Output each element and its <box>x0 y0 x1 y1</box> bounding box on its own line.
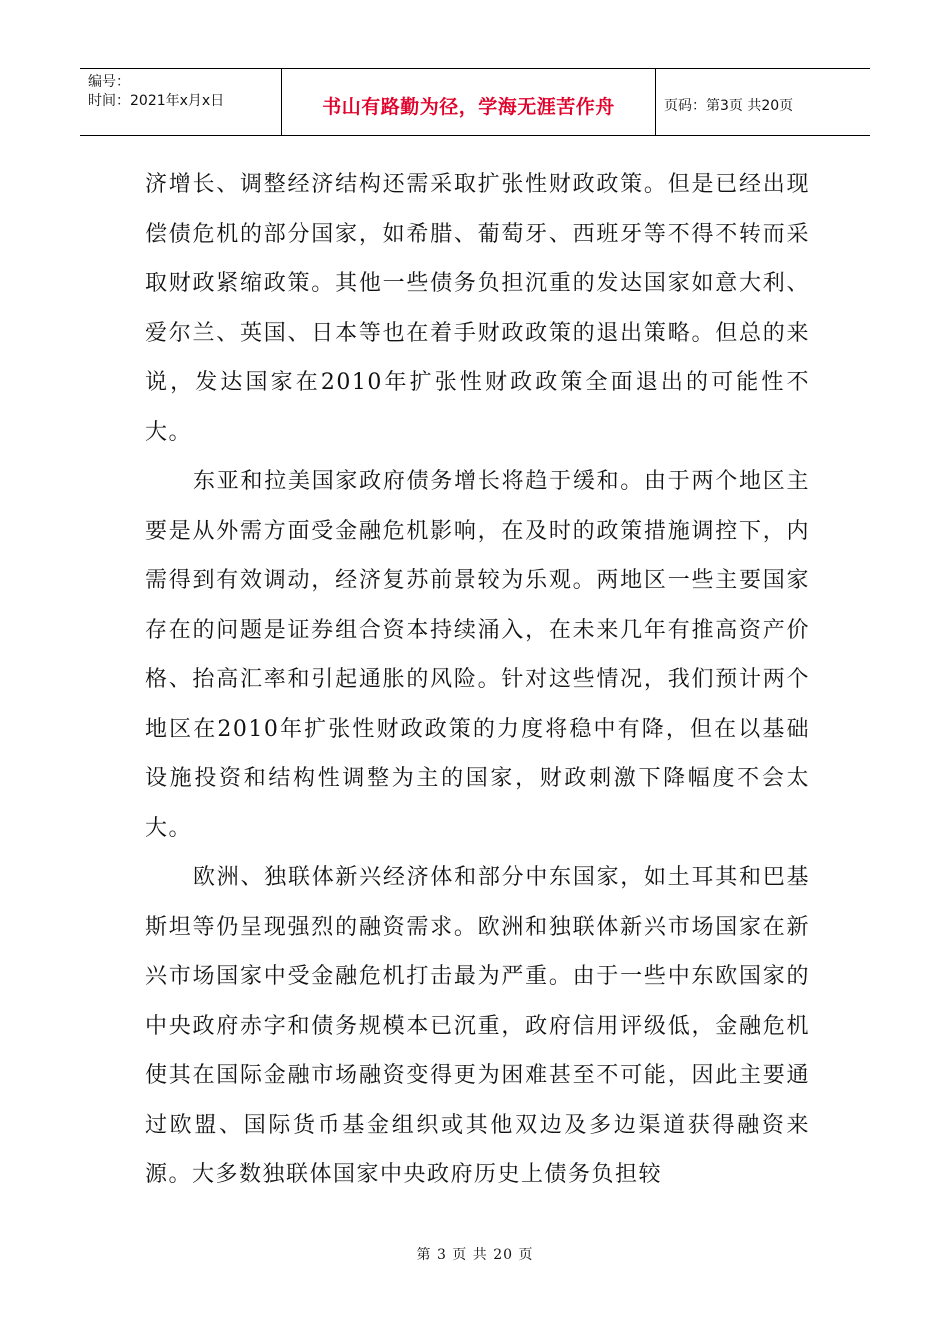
time-label: 时间：2021年x月x日 <box>88 93 225 109</box>
header-meta <box>80 69 282 135</box>
paragraph-3: 欧洲、独联体新兴经济体和部分中东国家，如土耳其和巴基斯坦等仍呈现强烈的融资需求。欧洲和独联体新兴市场国家在新兴市场国家中受金融危机打击最为严重。由于一些中东欧国家的中央政府赤字和债务规模本已沉重，政府信用评级低，金融危机使其在国际金融市场融资变得更为困难甚至不可能，因此主要通过欧盟、国际货币基金组织或其他双边及多边渠道获得融资来源。大多数独联体国家中央政府历史上债务负担较 <box>145 865 810 1187</box>
paragraph-2: 东亚和拉美国家政府债务增长将趋于缓和。由于两个地区主要是从外需方面受金融危机影响，在及时的政策措施调控下，内需得到有效调动，经济复苏前景较为乐观。两地区一些主要国家存在的问题是证券组合资本持续涌入，在未来几年有推高资产价格、抬高汇率和引起通胀的风险。针对这些情况，我们预计两个地区在2010年扩张性财政政策的力度将稳中有降，但在以基础设施投资和结构性调整为主的国家，财政刺激下降幅度不会太大。 <box>145 469 810 841</box>
page-footer: 第 3 页 共 20 页 <box>416 1247 534 1263</box>
number-label: 编号： <box>88 74 130 90</box>
page-header <box>80 68 870 136</box>
paragraph-1: 济增长、调整经济结构还需采取扩张性财政政策。但是已经出现偿债危机的部分国家，如希腊、葡萄牙、西班牙等不得不转而采取财政紧缩政策。其他一些债务负担沉重的发达国家如意大利、爱尔兰、英国、日本等也在着手财政政策的退出策略。但总的来说，发达国家在2010年扩张性财政政策全面退出的可能性不大。 <box>145 172 810 445</box>
header-page-info: 页码：第3页 共20页 <box>664 98 794 114</box>
document-body <box>145 160 810 1200</box>
header-motto: 书山有路勤为径，学海无涯苦作舟 <box>282 69 656 135</box>
